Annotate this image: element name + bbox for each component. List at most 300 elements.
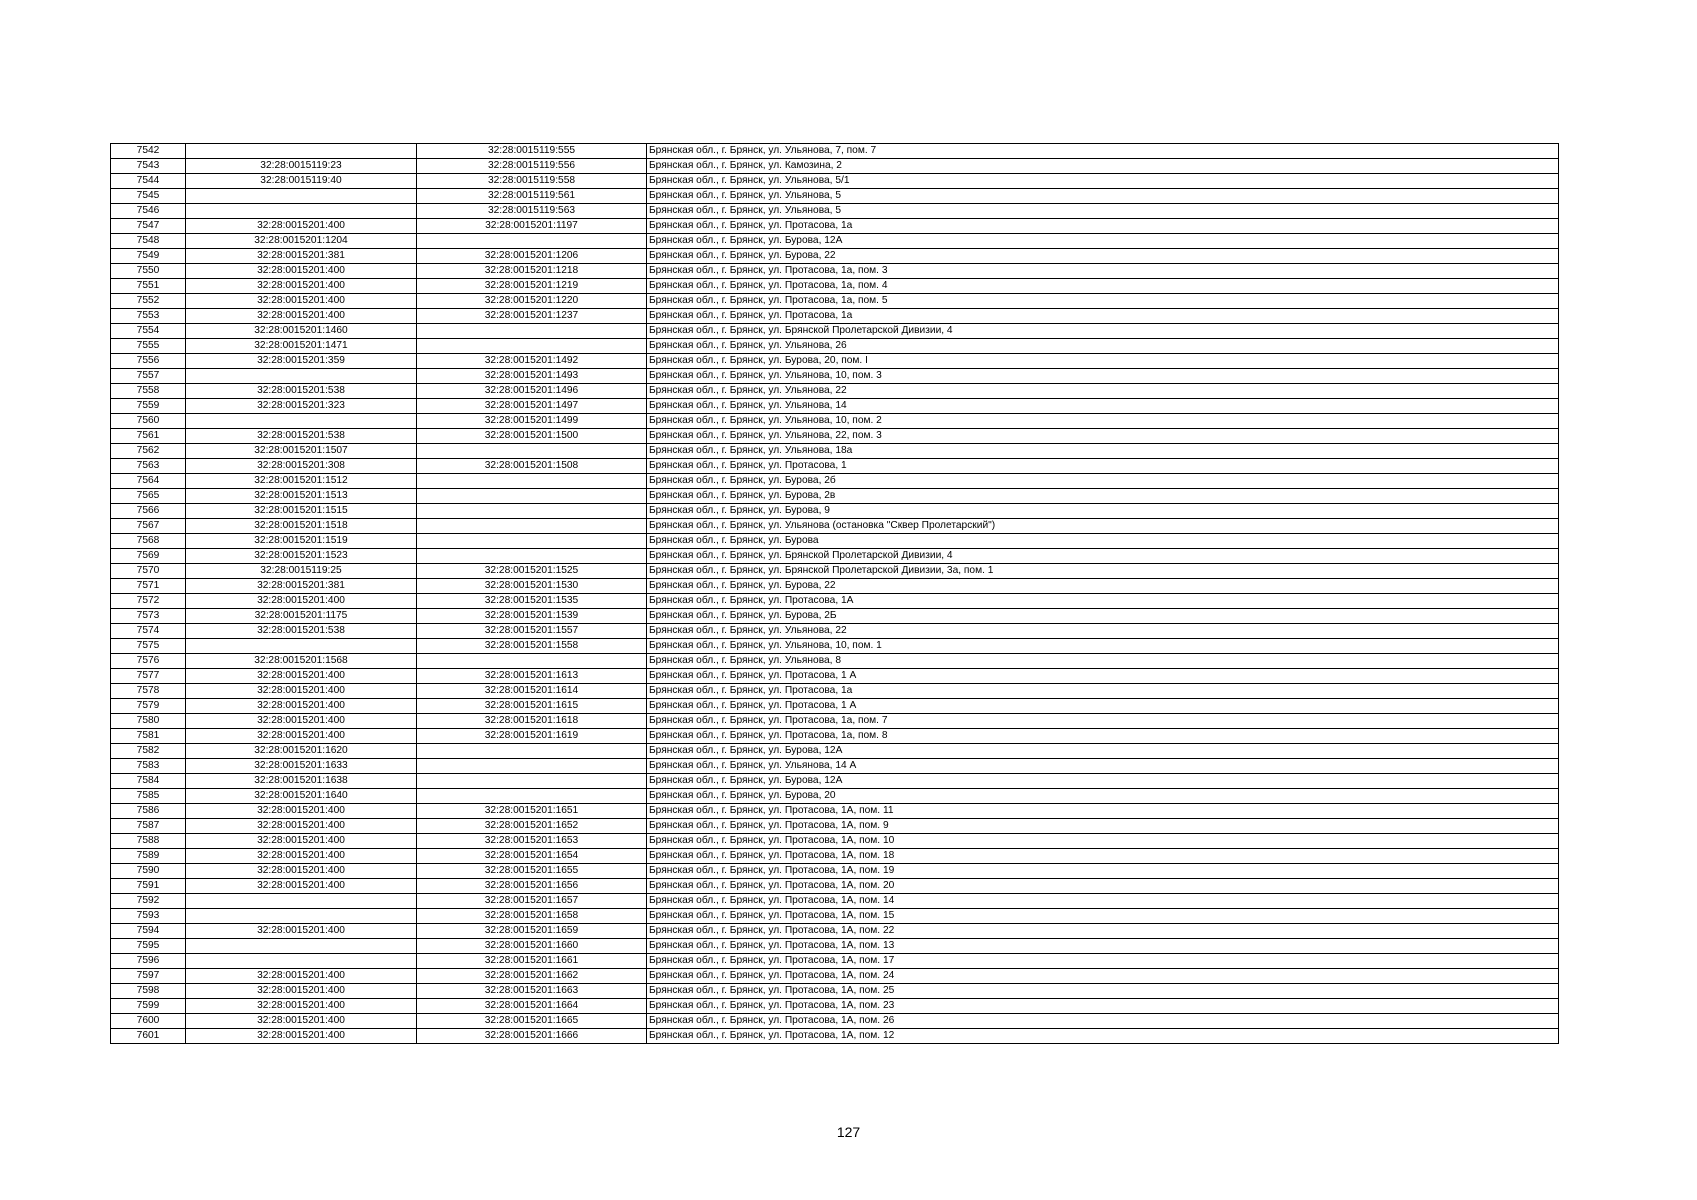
row-number-cell: 7542	[111, 144, 186, 159]
object-number-cell: 32:28:0015201:1497	[417, 399, 647, 414]
row-number-cell: 7597	[111, 969, 186, 984]
object-number-cell: 32:28:0015201:1218	[417, 264, 647, 279]
parcel-number-cell: 32:28:0015201:400	[186, 1029, 417, 1044]
object-number-cell: 32:28:0015201:1651	[417, 804, 647, 819]
table-row	[111, 714, 1559, 729]
parcel-number-cell	[186, 939, 417, 954]
object-number-cell: 32:28:0015201:1613	[417, 669, 647, 684]
row-number-cell: 7575	[111, 639, 186, 654]
object-number-cell: 32:28:0015201:1656	[417, 879, 647, 894]
address-cell: Брянская обл., г. Брянск, ул. Протасова, 1а	[647, 684, 1559, 699]
parcel-number-cell: 32:28:0015201:323	[186, 399, 417, 414]
object-number-cell: 32:28:0015201:1653	[417, 834, 647, 849]
address-cell: Брянская обл., г. Брянск, ул. Протасова, 1А, пом. 19	[647, 864, 1559, 879]
table-row	[111, 789, 1559, 804]
row-number-cell: 7554	[111, 324, 186, 339]
row-number-cell: 7562	[111, 444, 186, 459]
parcel-number-cell: 32:28:0015201:400	[186, 999, 417, 1014]
row-number-cell: 7587	[111, 819, 186, 834]
row-number-cell: 7589	[111, 849, 186, 864]
object-number-cell: 32:28:0015201:1500	[417, 429, 647, 444]
table-row	[111, 909, 1559, 924]
address-cell: Брянская обл., г. Брянск, ул. Бурова, 12А	[647, 744, 1559, 759]
table-row	[111, 159, 1559, 174]
parcel-number-cell: 32:28:0015201:1633	[186, 759, 417, 774]
table-row	[111, 264, 1559, 279]
address-cell: Брянская обл., г. Брянск, ул. Ульянова, 5	[647, 204, 1559, 219]
table-row	[111, 579, 1559, 594]
parcel-number-cell: 32:28:0015201:538	[186, 384, 417, 399]
object-number-cell: 32:28:0015201:1614	[417, 684, 647, 699]
parcel-number-cell: 32:28:0015201:400	[186, 219, 417, 234]
parcel-number-cell: 32:28:0015201:400	[186, 309, 417, 324]
object-number-cell	[417, 234, 647, 249]
address-cell: Брянская обл., г. Брянск, ул. Бурова, 12А	[647, 774, 1559, 789]
parcel-number-cell	[186, 954, 417, 969]
row-number-cell: 7571	[111, 579, 186, 594]
parcel-number-cell: 32:28:0015201:400	[186, 849, 417, 864]
parcel-number-cell: 32:28:0015119:40	[186, 174, 417, 189]
row-number-cell: 7577	[111, 669, 186, 684]
address-cell: Брянская обл., г. Брянск, ул. Бурова, 22	[647, 579, 1559, 594]
table-row	[111, 354, 1559, 369]
table-row	[111, 369, 1559, 384]
parcel-number-cell: 32:28:0015119:23	[186, 159, 417, 174]
parcel-number-cell: 32:28:0015201:400	[186, 804, 417, 819]
table-row	[111, 744, 1559, 759]
object-number-cell: 32:28:0015201:1496	[417, 384, 647, 399]
table-row	[111, 189, 1559, 204]
object-number-cell: 32:28:0015119:556	[417, 159, 647, 174]
address-cell: Брянская обл., г. Брянск, ул. Ульянова, 22	[647, 384, 1559, 399]
row-number-cell: 7563	[111, 459, 186, 474]
parcel-number-cell	[186, 894, 417, 909]
object-number-cell: 32:28:0015201:1530	[417, 579, 647, 594]
object-number-cell: 32:28:0015119:563	[417, 204, 647, 219]
parcel-number-cell: 32:28:0015201:400	[186, 699, 417, 714]
table-row	[111, 864, 1559, 879]
row-number-cell: 7547	[111, 219, 186, 234]
address-cell: Брянская обл., г. Брянск, ул. Протасова, 1А, пом. 22	[647, 924, 1559, 939]
parcel-number-cell	[186, 369, 417, 384]
table-row	[111, 204, 1559, 219]
parcel-number-cell: 32:28:0015201:1175	[186, 609, 417, 624]
row-number-cell: 7553	[111, 309, 186, 324]
table-row	[111, 279, 1559, 294]
table-row	[111, 429, 1559, 444]
row-number-cell: 7576	[111, 654, 186, 669]
object-number-cell: 32:28:0015201:1618	[417, 714, 647, 729]
table-row	[111, 624, 1559, 639]
parcel-number-cell	[186, 414, 417, 429]
object-number-cell	[417, 789, 647, 804]
address-cell: Брянская обл., г. Брянск, ул. Брянской Пролетарской Дивизии, 4	[647, 324, 1559, 339]
address-cell: Брянская обл., г. Брянск, ул. Бурова, 2б	[647, 474, 1559, 489]
table-row	[111, 924, 1559, 939]
object-number-cell: 32:28:0015119:555	[417, 144, 647, 159]
table-row	[111, 594, 1559, 609]
object-number-cell: 32:28:0015201:1557	[417, 624, 647, 639]
object-number-cell: 32:28:0015201:1219	[417, 279, 647, 294]
row-number-cell: 7578	[111, 684, 186, 699]
row-number-cell: 7559	[111, 399, 186, 414]
object-number-cell: 32:28:0015201:1615	[417, 699, 647, 714]
address-cell: Брянская обл., г. Брянск, ул. Протасова, 1а, пом. 8	[647, 729, 1559, 744]
address-cell: Брянская обл., г. Брянск, ул. Ульянова, 7, пом. 7	[647, 144, 1559, 159]
address-cell: Брянская обл., г. Брянск, ул. Протасова, 1А, пом. 13	[647, 939, 1559, 954]
parcel-number-cell: 32:28:0015119:25	[186, 564, 417, 579]
table-row	[111, 309, 1559, 324]
row-number-cell: 7574	[111, 624, 186, 639]
row-number-cell: 7570	[111, 564, 186, 579]
table-row	[111, 999, 1559, 1014]
table-row	[111, 984, 1559, 999]
parcel-number-cell: 32:28:0015201:1568	[186, 654, 417, 669]
address-cell: Брянская обл., г. Брянск, ул. Протасова, 1А, пом. 23	[647, 999, 1559, 1014]
address-cell: Брянская обл., г. Брянск, ул. Бурова, 20	[647, 789, 1559, 804]
address-cell: Брянская обл., г. Брянск, ул. Ульянова, 5	[647, 189, 1559, 204]
table-row	[111, 1029, 1559, 1044]
parcel-number-cell: 32:28:0015201:400	[186, 879, 417, 894]
parcel-number-cell: 32:28:0015201:400	[186, 984, 417, 999]
object-number-cell	[417, 534, 647, 549]
address-cell: Брянская обл., г. Брянск, ул. Бурова, 9	[647, 504, 1559, 519]
table-row	[111, 894, 1559, 909]
row-number-cell: 7581	[111, 729, 186, 744]
table-row	[111, 144, 1559, 159]
object-number-cell: 32:28:0015201:1508	[417, 459, 647, 474]
object-number-cell: 32:28:0015119:558	[417, 174, 647, 189]
table-row	[111, 474, 1559, 489]
address-cell: Брянская обл., г. Брянск, ул. Протасова, 1 А	[647, 699, 1559, 714]
row-number-cell: 7558	[111, 384, 186, 399]
object-number-cell	[417, 339, 647, 354]
row-number-cell: 7601	[111, 1029, 186, 1044]
address-cell: Брянская обл., г. Брянск, ул. Протасова, 1а	[647, 309, 1559, 324]
table-row	[111, 654, 1559, 669]
object-number-cell	[417, 774, 647, 789]
parcel-number-cell: 32:28:0015201:400	[186, 669, 417, 684]
object-number-cell: 32:28:0015201:1663	[417, 984, 647, 999]
object-number-cell: 32:28:0015119:561	[417, 189, 647, 204]
table-row	[111, 174, 1559, 189]
row-number-cell: 7593	[111, 909, 186, 924]
row-number-cell: 7580	[111, 714, 186, 729]
address-cell: Брянская обл., г. Брянск, ул. Протасова, 1А, пом. 25	[647, 984, 1559, 999]
object-number-cell: 32:28:0015201:1659	[417, 924, 647, 939]
row-number-cell: 7584	[111, 774, 186, 789]
table-row	[111, 384, 1559, 399]
row-number-cell: 7548	[111, 234, 186, 249]
object-number-cell: 32:28:0015201:1558	[417, 639, 647, 654]
table-row	[111, 609, 1559, 624]
table-row	[111, 804, 1559, 819]
table-row	[111, 669, 1559, 684]
parcel-number-cell: 32:28:0015201:400	[186, 834, 417, 849]
address-cell: Брянская обл., г. Брянск, ул. Ульянова, 26	[647, 339, 1559, 354]
parcel-number-cell: 32:28:0015201:381	[186, 249, 417, 264]
row-number-cell: 7551	[111, 279, 186, 294]
table-row	[111, 954, 1559, 969]
table-row	[111, 549, 1559, 564]
row-number-cell: 7583	[111, 759, 186, 774]
table-row	[111, 1014, 1559, 1029]
parcel-number-cell: 32:28:0015201:1518	[186, 519, 417, 534]
row-number-cell: 7545	[111, 189, 186, 204]
parcel-number-cell: 32:28:0015201:1460	[186, 324, 417, 339]
table-row	[111, 324, 1559, 339]
address-cell: Брянская обл., г. Брянск, ул. Бурова, 2в	[647, 489, 1559, 504]
table-row	[111, 834, 1559, 849]
object-number-cell: 32:28:0015201:1666	[417, 1029, 647, 1044]
row-number-cell: 7561	[111, 429, 186, 444]
row-number-cell: 7560	[111, 414, 186, 429]
parcel-number-cell: 32:28:0015201:538	[186, 429, 417, 444]
parcel-number-cell: 32:28:0015201:1512	[186, 474, 417, 489]
row-number-cell: 7579	[111, 699, 186, 714]
row-number-cell: 7591	[111, 879, 186, 894]
row-number-cell: 7556	[111, 354, 186, 369]
parcel-number-cell: 32:28:0015201:400	[186, 1014, 417, 1029]
object-number-cell: 32:28:0015201:1657	[417, 894, 647, 909]
parcel-number-cell: 32:28:0015201:1640	[186, 789, 417, 804]
object-number-cell	[417, 519, 647, 534]
parcel-number-cell	[186, 144, 417, 159]
parcel-number-cell	[186, 639, 417, 654]
parcel-number-cell: 32:28:0015201:400	[186, 264, 417, 279]
object-number-cell: 32:28:0015201:1197	[417, 219, 647, 234]
row-number-cell: 7555	[111, 339, 186, 354]
address-cell: Брянская обл., г. Брянск, ул. Бурова	[647, 534, 1559, 549]
object-number-cell	[417, 504, 647, 519]
page-number: 127	[836, 1124, 861, 1140]
table-row	[111, 234, 1559, 249]
parcel-number-cell	[186, 204, 417, 219]
parcel-number-cell: 32:28:0015201:308	[186, 459, 417, 474]
address-cell: Брянская обл., г. Брянск, ул. Протасова, 1А, пом. 9	[647, 819, 1559, 834]
address-cell: Брянская обл., г. Брянск, ул. Протасова, 1а, пом. 3	[647, 264, 1559, 279]
object-number-cell: 32:28:0015201:1535	[417, 594, 647, 609]
object-number-cell: 32:28:0015201:1525	[417, 564, 647, 579]
object-number-cell	[417, 444, 647, 459]
parcel-number-cell: 32:28:0015201:400	[186, 684, 417, 699]
parcel-number-cell: 32:28:0015201:400	[186, 279, 417, 294]
address-cell: Брянская обл., г. Брянск, ул. Протасова, 1а, пом. 7	[647, 714, 1559, 729]
table-row	[111, 879, 1559, 894]
table-row	[111, 489, 1559, 504]
object-number-cell: 32:28:0015201:1619	[417, 729, 647, 744]
parcel-number-cell: 32:28:0015201:1620	[186, 744, 417, 759]
parcel-number-cell: 32:28:0015201:1507	[186, 444, 417, 459]
object-number-cell	[417, 654, 647, 669]
address-cell: Брянская обл., г. Брянск, ул. Камозина, 2	[647, 159, 1559, 174]
object-number-cell: 32:28:0015201:1662	[417, 969, 647, 984]
row-number-cell: 7600	[111, 1014, 186, 1029]
address-cell: Брянская обл., г. Брянск, ул. Протасова, 1А, пом. 20	[647, 879, 1559, 894]
address-cell: Брянская обл., г. Брянск, ул. Протасова, 1А, пом. 18	[647, 849, 1559, 864]
table-row	[111, 219, 1559, 234]
parcel-number-cell: 32:28:0015201:1471	[186, 339, 417, 354]
row-number-cell: 7573	[111, 609, 186, 624]
address-cell: Брянская обл., г. Брянск, ул. Протасова, 1 А	[647, 669, 1559, 684]
row-number-cell: 7564	[111, 474, 186, 489]
row-number-cell: 7568	[111, 534, 186, 549]
object-number-cell: 32:28:0015201:1660	[417, 939, 647, 954]
parcel-number-cell	[186, 189, 417, 204]
row-number-cell: 7567	[111, 519, 186, 534]
table-row	[111, 294, 1559, 309]
address-cell: Брянская обл., г. Брянск, ул. Бурова, 22	[647, 249, 1559, 264]
table-row	[111, 684, 1559, 699]
object-number-cell	[417, 474, 647, 489]
parcel-number-cell	[186, 909, 417, 924]
parcel-number-cell: 32:28:0015201:400	[186, 714, 417, 729]
address-cell: Брянская обл., г. Брянск, ул. Протасова, 1А, пом. 26	[647, 1014, 1559, 1029]
row-number-cell: 7595	[111, 939, 186, 954]
parcel-number-cell: 32:28:0015201:1513	[186, 489, 417, 504]
parcel-number-cell: 32:28:0015201:359	[186, 354, 417, 369]
object-number-cell: 32:28:0015201:1206	[417, 249, 647, 264]
parcel-number-cell: 32:28:0015201:400	[186, 594, 417, 609]
parcel-number-cell: 32:28:0015201:400	[186, 924, 417, 939]
row-number-cell: 7572	[111, 594, 186, 609]
address-cell: Брянская обл., г. Брянск, ул. Бурова, 20, пом. I	[647, 354, 1559, 369]
table-row	[111, 444, 1559, 459]
address-cell: Брянская обл., г. Брянск, ул. Брянской Пролетарской Дивизии, 4	[647, 549, 1559, 564]
row-number-cell: 7550	[111, 264, 186, 279]
address-cell: Брянская обл., г. Брянск, ул. Протасова, 1А, пом. 15	[647, 909, 1559, 924]
address-cell: Брянская обл., г. Брянск, ул. Ульянова, 22	[647, 624, 1559, 639]
address-cell: Брянская обл., г. Брянск, ул. Ульянова, 10, пом. 2	[647, 414, 1559, 429]
parcel-number-cell: 32:28:0015201:538	[186, 624, 417, 639]
address-cell: Брянская обл., г. Брянск, ул. Ульянова (остановка "Сквер Пролетарский")	[647, 519, 1559, 534]
registry-table-body	[111, 144, 1559, 1044]
table-row	[111, 399, 1559, 414]
object-number-cell: 32:28:0015201:1655	[417, 864, 647, 879]
address-cell: Брянская обл., г. Брянск, ул. Ульянова, 14 А	[647, 759, 1559, 774]
parcel-number-cell: 32:28:0015201:1638	[186, 774, 417, 789]
object-number-cell: 32:28:0015201:1492	[417, 354, 647, 369]
row-number-cell: 7569	[111, 549, 186, 564]
object-number-cell: 32:28:0015201:1658	[417, 909, 647, 924]
parcel-number-cell: 32:28:0015201:400	[186, 864, 417, 879]
address-cell: Брянская обл., г. Брянск, ул. Протасова, 1А, пом. 12	[647, 1029, 1559, 1044]
table-row	[111, 504, 1559, 519]
address-cell: Брянская обл., г. Брянск, ул. Протасова, 1А, пом. 24	[647, 969, 1559, 984]
table-row	[111, 519, 1559, 534]
table-row	[111, 414, 1559, 429]
address-cell: Брянская обл., г. Брянск, ул. Протасова, 1А	[647, 594, 1559, 609]
parcel-number-cell: 32:28:0015201:400	[186, 819, 417, 834]
address-cell: Брянская обл., г. Брянск, ул. Протасова, 1А, пом. 10	[647, 834, 1559, 849]
object-number-cell	[417, 549, 647, 564]
table-row	[111, 249, 1559, 264]
object-number-cell: 32:28:0015201:1220	[417, 294, 647, 309]
parcel-number-cell: 32:28:0015201:381	[186, 579, 417, 594]
address-cell: Брянская обл., г. Брянск, ул. Протасова, 1а	[647, 219, 1559, 234]
address-cell: Брянская обл., г. Брянск, ул. Ульянова, 5/1	[647, 174, 1559, 189]
address-cell: Брянская обл., г. Брянск, ул. Протасова, 1	[647, 459, 1559, 474]
address-cell: Брянская обл., г. Брянск, ул. Протасова, 1А, пом. 11	[647, 804, 1559, 819]
parcel-number-cell: 32:28:0015201:1523	[186, 549, 417, 564]
parcel-number-cell: 32:28:0015201:400	[186, 294, 417, 309]
row-number-cell: 7557	[111, 369, 186, 384]
parcel-number-cell: 32:28:0015201:400	[186, 969, 417, 984]
object-number-cell: 32:28:0015201:1665	[417, 1014, 647, 1029]
address-cell: Брянская обл., г. Брянск, ул. Бурова, 12А	[647, 234, 1559, 249]
row-number-cell: 7585	[111, 789, 186, 804]
row-number-cell: 7598	[111, 984, 186, 999]
table-row	[111, 939, 1559, 954]
table-row	[111, 729, 1559, 744]
object-number-cell: 32:28:0015201:1493	[417, 369, 647, 384]
row-number-cell: 7565	[111, 489, 186, 504]
row-number-cell: 7546	[111, 204, 186, 219]
object-number-cell: 32:28:0015201:1664	[417, 999, 647, 1014]
row-number-cell: 7544	[111, 174, 186, 189]
row-number-cell: 7582	[111, 744, 186, 759]
row-number-cell: 7552	[111, 294, 186, 309]
row-number-cell: 7594	[111, 924, 186, 939]
row-number-cell: 7599	[111, 999, 186, 1014]
object-number-cell: 32:28:0015201:1237	[417, 309, 647, 324]
address-cell: Брянская обл., г. Брянск, ул. Протасова, 1а, пом. 4	[647, 279, 1559, 294]
object-number-cell	[417, 489, 647, 504]
object-number-cell	[417, 744, 647, 759]
row-number-cell: 7596	[111, 954, 186, 969]
parcel-number-cell: 32:28:0015201:1204	[186, 234, 417, 249]
table-row	[111, 639, 1559, 654]
object-number-cell	[417, 759, 647, 774]
row-number-cell: 7588	[111, 834, 186, 849]
table-row	[111, 534, 1559, 549]
address-cell: Брянская обл., г. Брянск, ул. Ульянова, 22, пом. 3	[647, 429, 1559, 444]
object-number-cell: 32:28:0015201:1539	[417, 609, 647, 624]
address-cell: Брянская обл., г. Брянск, ул. Протасова, 1а, пом. 5	[647, 294, 1559, 309]
table-row	[111, 774, 1559, 789]
row-number-cell: 7543	[111, 159, 186, 174]
registry-table	[110, 143, 1559, 1044]
address-cell: Брянская обл., г. Брянск, ул. Ульянова, 8	[647, 654, 1559, 669]
row-number-cell: 7592	[111, 894, 186, 909]
address-cell: Брянская обл., г. Брянск, ул. Протасова, 1А, пом. 14	[647, 894, 1559, 909]
address-cell: Брянская обл., г. Брянск, ул. Ульянова, 10, пом. 3	[647, 369, 1559, 384]
parcel-number-cell: 32:28:0015201:1515	[186, 504, 417, 519]
address-cell: Брянская обл., г. Брянск, ул. Протасова, 1А, пом. 17	[647, 954, 1559, 969]
table-row	[111, 759, 1559, 774]
row-number-cell: 7566	[111, 504, 186, 519]
address-cell: Брянская обл., г. Брянск, ул. Ульянова, 14	[647, 399, 1559, 414]
table-row	[111, 459, 1559, 474]
object-number-cell	[417, 324, 647, 339]
address-cell: Брянская обл., г. Брянск, ул. Ульянова, 18а	[647, 444, 1559, 459]
table-row	[111, 339, 1559, 354]
table-row	[111, 819, 1559, 834]
table-row	[111, 564, 1559, 579]
table-row	[111, 969, 1559, 984]
object-number-cell: 32:28:0015201:1652	[417, 819, 647, 834]
parcel-number-cell: 32:28:0015201:400	[186, 729, 417, 744]
row-number-cell: 7586	[111, 804, 186, 819]
row-number-cell: 7549	[111, 249, 186, 264]
address-cell: Брянская обл., г. Брянск, ул. Брянской Пролетарской Дивизии, 3а, пом. 1	[647, 564, 1559, 579]
table-row	[111, 699, 1559, 714]
parcel-number-cell: 32:28:0015201:1519	[186, 534, 417, 549]
object-number-cell: 32:28:0015201:1499	[417, 414, 647, 429]
row-number-cell: 7590	[111, 864, 186, 879]
address-cell: Брянская обл., г. Брянск, ул. Ульянова, 10, пом. 1	[647, 639, 1559, 654]
table-row	[111, 849, 1559, 864]
